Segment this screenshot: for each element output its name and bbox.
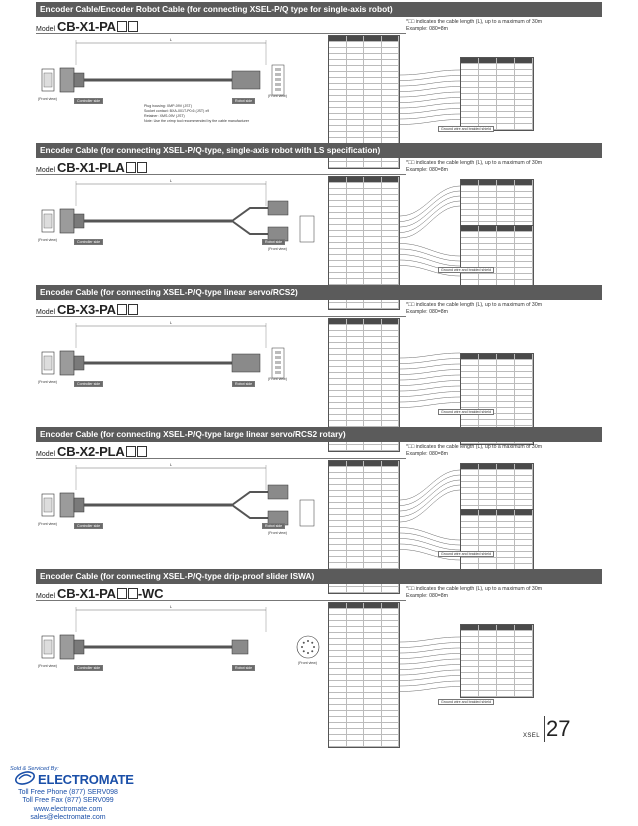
connector-boot [74,356,84,370]
cable-drawing [36,602,326,702]
model-number: CB-X1-PA [57,586,116,601]
wire [400,670,460,675]
length-L-label: L [169,320,173,325]
section-title: Encoder Cable (for connecting XSEL-P/Q-type linear servo/RCS2) [36,285,602,300]
robot-pin [311,650,313,652]
robot-side-label: Robot side [262,523,285,529]
wire [400,643,460,648]
cable-section-3 [36,285,602,424]
length-box-1 [117,21,127,32]
wire [400,485,460,517]
front-view-label-controller: (Front view) [38,664,57,668]
wire [400,98,460,103]
cable-section-5 [36,569,602,719]
branch-upper [232,492,268,505]
length-note-2: Example: 080=8m [406,167,448,173]
robot-connector-upper [268,201,288,215]
cable-section-1 [36,2,602,141]
length-box-2 [137,446,147,457]
robot-connector [232,354,260,372]
length-box-2 [128,21,138,32]
length-box-2 [128,304,138,315]
robot-pin [275,88,281,91]
robot-connector [232,71,260,89]
shield-caption: Ground wire and braided shield [438,126,494,132]
branch-lower [232,221,268,234]
wire [400,490,460,522]
cable-drawing [36,318,326,418]
connector-boot [74,73,84,87]
wire [400,206,460,238]
model-prefix: Model [36,593,56,600]
front-view-label-robot: (Front view) [268,247,287,251]
section-title: Encoder Cable (for connecting XSEL-P/Q-type large linear servo/RCS2 rotary) [36,427,602,442]
front-view-label-controller: (Front view) [38,522,57,526]
length-box-2 [128,588,138,599]
length-note-1: *□□ indicates the cable length (L), up to a maximum of 30m [406,444,543,450]
connector-spec-note: Note: Use the crimp tool recommended by the cable manufacturer [144,119,250,123]
length-note-2: Example: 080=8m [406,26,448,32]
robot-pin [275,83,281,86]
model-number: CB-X1-PLA [57,160,125,175]
cable-section-4 [36,427,602,566]
controller-connector [60,68,74,92]
shield-caption: Ground wire and braided shield [438,551,494,557]
model-underline [36,174,406,175]
footer-divider [544,716,545,742]
wire [400,637,460,642]
front-view-label-robot: (Front view) [268,94,287,98]
model-number: CB-X1-PA [57,19,116,34]
length-box-1 [117,304,127,315]
robot-pin [313,646,315,648]
distributor-contact [8,766,128,823]
length-note-2: Example: 080=8m [406,593,448,599]
wire [400,375,460,380]
wire [400,70,460,75]
section-title: Encoder Cable/Encoder Robot Cable (for connecting XSEL-P/Q type for single-axis robot) [36,2,602,17]
model-line [36,586,163,601]
robot-front-view [300,500,314,526]
distributor-fax: Toll Free Fax (877) SERV099 [22,797,114,805]
model-number: CB-X3-PA [57,302,116,317]
robot-pin [275,361,281,364]
length-note [406,444,542,458]
controller-side-label: Controller side [74,239,103,245]
connector-spec-note: Retainer: XMS-09V (JST) [144,114,185,118]
model-prefix: Model [36,167,56,174]
length-note [406,160,542,174]
length-note [406,302,542,316]
robot-front-view [300,216,314,242]
length-note-2: Example: 080=8m [406,451,448,457]
length-note [406,586,542,600]
front-view-label-robot: (Front view) [268,531,287,535]
length-L-label: L [169,37,173,42]
length-note-1: *□□ indicates the cable length (L), up to a maximum of 30m [406,586,543,592]
cable-drawing [36,460,326,560]
wire [400,114,460,119]
model-line [36,19,138,34]
wire [400,403,460,408]
robot-pin-table [460,624,534,698]
wiring-lines [400,602,460,712]
sold-by-label: Sold & Serviced By: [10,766,59,772]
controller-side-label: Controller side [74,98,103,104]
shield-caption: Ground wire and braided shield [438,699,494,705]
robot-side-label: Robot side [232,665,255,671]
controller-pins [44,498,52,512]
cable-section-2 [36,143,602,282]
wire [400,76,460,81]
section-title: Encoder Cable (for connecting XSEL-P/Q-type drip-proof slider ISWA) [36,569,602,584]
connector-spec-note: Socket contact: BXA-001T-P0.6 (JST) x9 [144,109,210,113]
wire [400,392,460,397]
controller-side-label: Controller side [74,381,103,387]
wire [400,665,460,670]
model-underline [36,458,406,459]
model-prefix: Model [36,309,56,316]
length-note-1: *□□ indicates the cable length (L), up to a maximum of 30m [406,160,543,166]
wire [400,370,460,375]
wire [400,676,460,681]
robot-pin [307,640,309,642]
robot-pin [301,646,303,648]
model-underline [36,33,406,34]
robot-pin [311,642,313,644]
wire [400,359,460,364]
wire [400,386,460,391]
front-view-label-controller: (Front view) [38,97,57,101]
branch-upper [232,208,268,221]
length-L-label: L [169,462,173,467]
robot-pin [303,650,305,652]
wire [400,120,460,125]
wire [400,364,460,369]
length-box-1 [117,588,127,599]
wire [400,648,460,653]
model-line [36,160,147,175]
robot-pin [307,652,309,654]
controller-connector [60,209,74,233]
wire [400,92,460,97]
wire [400,196,460,227]
wire [400,687,460,692]
wire [400,654,460,659]
robot-pin [303,642,305,644]
shield-caption: Ground wire and braided shield [438,409,494,415]
robot-side-label: Robot side [262,239,285,245]
robot-pin [275,366,281,369]
distributor-web[interactable]: www.electromate.com [33,805,103,813]
front-view-label-controller: (Front view) [38,238,57,242]
wire [400,659,460,664]
wire [400,353,460,358]
robot-pin [275,73,281,76]
length-note-1: *□□ indicates the cable length (L), up to a maximum of 30m [406,19,543,25]
front-view-label-robot: (Front view) [298,661,317,665]
robot-pin [275,78,281,81]
length-box-1 [126,162,136,173]
model-underline [36,600,406,601]
wire [400,103,460,108]
robot-pin [275,68,281,71]
controller-connector [60,635,74,659]
wire [400,681,460,686]
controller-pins [44,356,52,370]
branch-lower [232,505,268,518]
controller-connector [60,493,74,517]
connector-boot [74,498,84,512]
page-number: 27 [546,716,571,741]
connector-boot [74,640,84,654]
model-line [36,302,138,317]
wire [400,381,460,386]
model-underline [36,316,406,317]
wire [400,109,460,114]
robot-side-label: Robot side [232,98,255,104]
footer-brand: XSEL [523,733,540,739]
controller-pins [44,640,52,654]
controller-pins [44,214,52,228]
robot-pin-table [460,57,534,131]
controller-pin-table [328,602,400,748]
model-number: CB-X2-PLA [57,444,125,459]
robot-pin [275,351,281,354]
wire [400,201,460,233]
cable-drawing [36,176,326,276]
wire [400,397,460,402]
connector-spec-note: Plug housing: XMP-09V (JST) [144,104,192,108]
distributor-email[interactable]: sales@electromate.com [30,814,106,822]
model-line [36,444,147,459]
connector-boot [74,214,84,228]
controller-side-label: Controller side [74,523,103,529]
robot-pin [275,356,281,359]
wire [400,480,460,511]
robot-connector [232,640,248,654]
controller-connector [60,351,74,375]
length-L-label: L [169,178,173,183]
electromate-name: ELECTROMATE [38,772,134,787]
robot-connector-upper [268,485,288,499]
length-note-1: *□□ indicates the cable length (L), up to a maximum of 30m [406,302,543,308]
robot-side-label: Robot side [232,381,255,387]
model-prefix: Model [36,451,56,458]
front-view-label-controller: (Front view) [38,380,57,384]
model-suffix: -WC [137,586,164,601]
robot-front-view [297,636,319,658]
length-note-2: Example: 080=8m [406,309,448,315]
controller-pins [44,73,52,87]
length-note [406,19,542,33]
wire [400,81,460,86]
front-view-label-robot: (Front view) [268,377,287,381]
robot-pin [275,371,281,374]
length-L-label: L [169,604,173,609]
length-box-1 [126,446,136,457]
length-box-2 [137,162,147,173]
shield-caption: Ground wire and braided shield [438,267,494,273]
wire [400,87,460,92]
distributor-phone[interactable]: Toll Free Phone (877) SERV098 [18,789,118,796]
model-prefix: Model [36,26,56,33]
section-title: Encoder Cable (for connecting XSEL-P/Q-type, single-axis robot with LS specification) [36,143,602,158]
controller-side-label: Controller side [74,665,103,671]
